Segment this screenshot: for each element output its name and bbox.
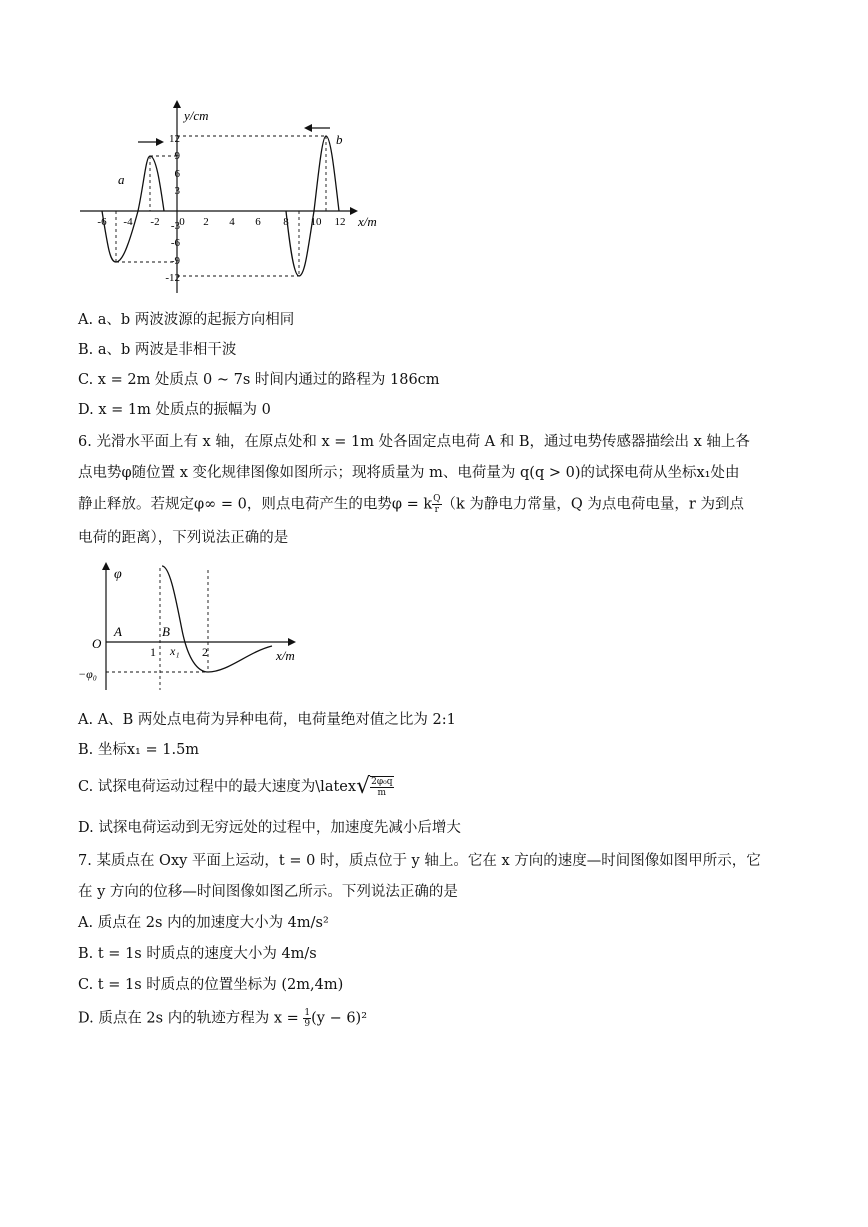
wave-figure	[78, 98, 388, 298]
phi-y-label: φ	[114, 567, 122, 582]
potential-fraction: $\frac{Q}{r}$	[433, 494, 441, 515]
wave-a-label: a	[118, 172, 125, 187]
charge-a-label: A	[114, 624, 122, 639]
q6-option-b: B. 坐标x₁ = 1.5m	[78, 742, 200, 758]
q7-option-a: A. 质点在 2s 内的加速度大小为 4m/s²	[78, 915, 329, 931]
wave-b-arrowhead	[304, 124, 312, 132]
origin-label: O	[92, 636, 102, 651]
q6-option-d: D. 试探电荷运动到无穷远处的过程中，加速度先减小后增大	[78, 820, 461, 836]
q5-option-a: A. a、b 两波波源的起振方向相同	[78, 312, 295, 328]
q7-option-d-end: (y − 6)²	[311, 1010, 368, 1027]
wave-b-label: b	[336, 132, 343, 147]
x-tick: 12	[334, 216, 346, 228]
charge-b-label: B	[162, 624, 170, 639]
q7-option-d	[78, 1008, 367, 1029]
neg-phi0-label: −φ₀	[78, 667, 97, 681]
wave-a-arrowhead	[156, 138, 164, 146]
x-tick: 0	[179, 216, 185, 228]
q5-option-c: C. x = 2m 处质点 0 ~ 7s 时间内通过的路程为 186cm	[78, 372, 440, 388]
q5-option-d: D. x = 1m 处质点的振幅为 0	[78, 402, 271, 418]
potential-figure	[78, 560, 318, 695]
q7-option-b: B. t = 1s 时质点的速度大小为 4m/s	[78, 946, 317, 962]
x-tick: -6	[97, 216, 107, 228]
y-tick: 3	[174, 185, 180, 197]
q5-option-b: B. a、b 两波是非相干波	[78, 342, 237, 358]
y-tick: 12	[169, 133, 180, 145]
y-axis-arrow	[173, 100, 181, 108]
q6-option-c: C. 试探电荷运动过程中的最大速度为\latex√ $\frac{\text{2φ₀q}}{m}$	[78, 774, 393, 799]
q7-stem-line-2: 在 y 方向的位移—时间图像如图乙所示。下列说法正确的是	[78, 884, 458, 900]
wave-a-curve	[102, 156, 164, 262]
wave-b-curve	[286, 136, 339, 276]
q6-stem-line-3	[78, 494, 744, 515]
trajectory-fraction: $\frac{1}{9}$	[304, 1008, 311, 1029]
y-tick: 9	[174, 150, 180, 162]
x-tick: 4	[229, 216, 235, 228]
q7-option-c: C. t = 1s 时质点的位置坐标为 (2m,4m)	[78, 977, 344, 993]
q6-stem-line-3-end: （k 为静电力常量，Q 为点电荷电量，r 为到点	[441, 496, 744, 513]
q6-stem-line-2: 点电势φ随位置 x 变化规律图像如图所示；现将质量为 m、电荷量为 q(q > 0)的试探电荷从坐标x₁处由	[78, 465, 740, 481]
y-tick: -12	[165, 272, 180, 284]
y-tick: -6	[170, 237, 180, 249]
y-axis-label: y/cm	[184, 108, 209, 123]
phi-x-label: x/m	[276, 648, 295, 663]
q6-stem-line-3-start: 静止释放。若规定φ∞ = 0，则点电荷产生的电势φ = k	[78, 496, 433, 513]
x-axis-arrow	[350, 207, 358, 215]
tick-1-label: 1	[150, 645, 156, 659]
q7-stem-line-1: 7. 某质点在 Oxy 平面上运动，t = 0 时，质点位于 y 轴上。它在 x 方向的速度—时间图像如图甲所示，它	[78, 853, 761, 869]
q6-option-a: A. A、B 两处点电荷为异种电荷，电荷量绝对值之比为 2:1	[78, 712, 456, 728]
x-tick: 2	[203, 216, 209, 228]
x1-label: x₁	[170, 644, 180, 658]
x-tick: 10	[310, 216, 322, 228]
q6-stem-line-1: 6. 光滑水平面上有 x 轴，在原点处和 x = 1m 处各固定点电荷 A 和 B，通过电势传感器描绘出 x 轴上各	[78, 434, 750, 450]
q7-option-d-text: D. 质点在 2s 内的轨迹方程为 x =	[78, 1010, 304, 1027]
y-tick: -3	[170, 220, 180, 232]
q6-option-c-text: C. 试探电荷运动过程中的最大速度为\latex	[78, 779, 357, 795]
max-speed-fraction: $\frac{\text{2φ₀q}}{m}$	[371, 777, 393, 798]
x-tick: -2	[150, 216, 160, 228]
x-tick: 6	[255, 216, 261, 228]
phi-y-axis-arrow	[102, 562, 110, 570]
x-tick: -4	[123, 216, 133, 228]
x-tick: 8	[283, 216, 289, 228]
x-axis-label: x/m	[358, 214, 377, 229]
q6-stem-line-4: 电荷的距离），下列说法正确的是	[78, 530, 289, 546]
tick-2-label: 2	[202, 645, 208, 659]
phi-x-axis-arrow	[288, 638, 296, 646]
y-tick: -9	[170, 255, 180, 267]
y-tick: 6	[174, 168, 180, 180]
